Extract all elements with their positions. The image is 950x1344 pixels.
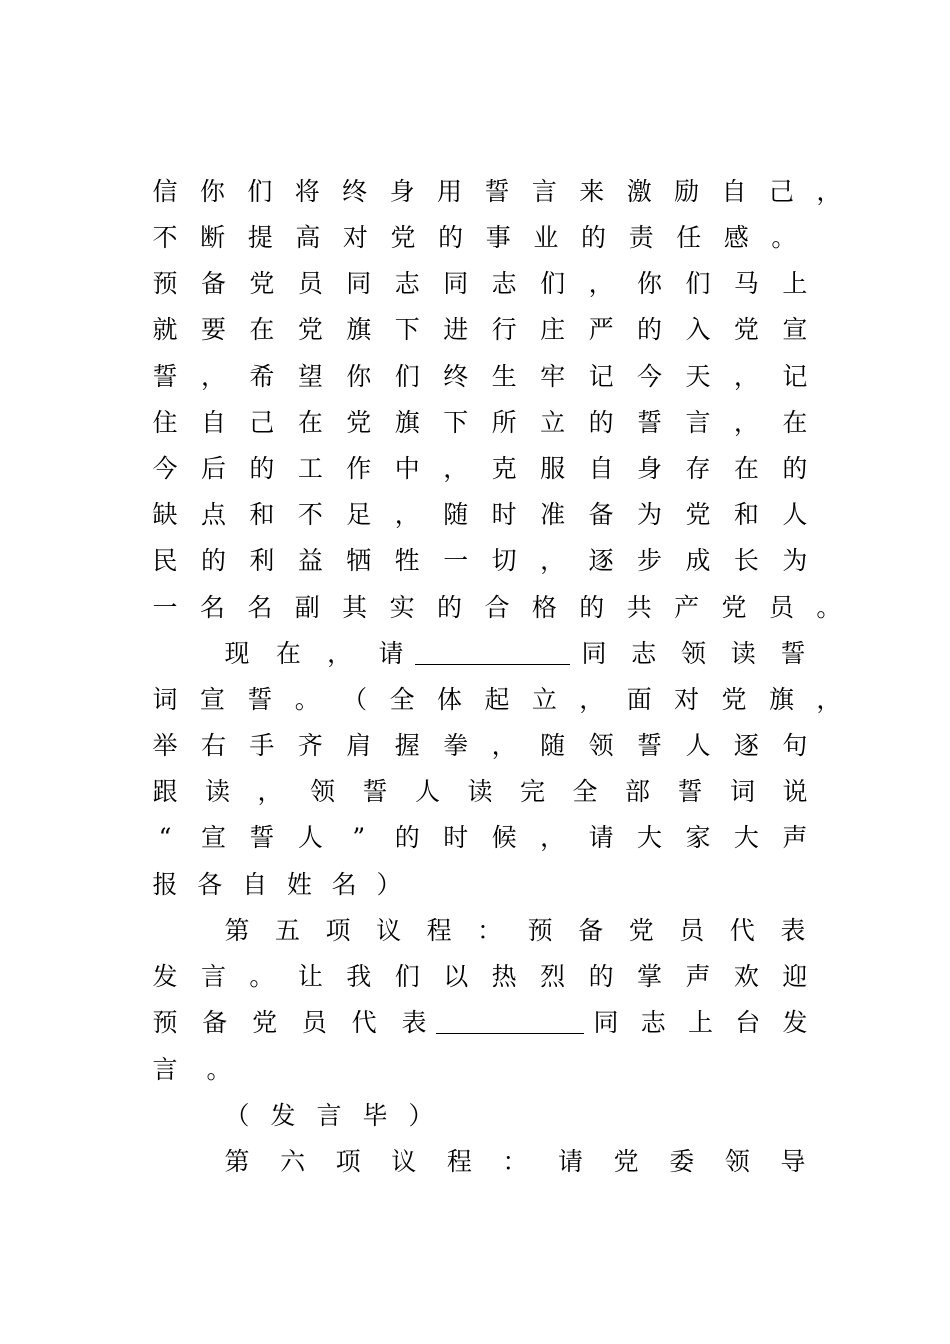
text-char: 准: [540, 500, 566, 529]
text-char: 的: [782, 454, 808, 483]
text-char: 员: [768, 593, 794, 622]
text-char: ”: [352, 823, 366, 852]
text-char: 党: [628, 916, 654, 945]
text-char: ：: [477, 916, 503, 945]
text-char: 同: [443, 269, 469, 298]
text-line-with-blank: [224, 634, 806, 674]
text-char: 在: [249, 315, 275, 344]
text-char: 备: [200, 269, 226, 298]
text-char: 中: [394, 454, 420, 483]
text-char: 五: [275, 916, 301, 945]
text-char: 手: [249, 731, 275, 760]
text-char: 肩: [346, 731, 372, 760]
text-char: 住: [152, 408, 178, 437]
text-char: 你: [346, 362, 372, 391]
text-char: 备: [588, 500, 614, 529]
text-char: 逐: [733, 731, 759, 760]
text-char: 们: [394, 362, 420, 391]
text-char: 行: [491, 315, 517, 344]
text-char: 对: [674, 685, 700, 714]
text-char: 你: [637, 269, 663, 298]
text-char: 们: [247, 177, 273, 206]
fill-in-blank: [436, 1007, 584, 1034]
text-char: 切: [491, 546, 517, 575]
text-char: 誓: [637, 731, 663, 760]
text-segment: [224, 634, 404, 674]
text-char: 上: [687, 1008, 713, 1037]
text-char: ，: [579, 685, 605, 714]
text-char: 志: [394, 269, 420, 298]
text-char: 益: [297, 546, 323, 575]
text-char: 声: [782, 823, 808, 852]
text-char: 党: [721, 593, 747, 622]
text-char: 员: [301, 1008, 327, 1037]
text-char: 员: [679, 916, 705, 945]
text-char: 大: [733, 823, 759, 852]
text-char: 跟: [152, 777, 178, 806]
text-char: 业: [533, 223, 559, 252]
text-char: 誓: [637, 408, 663, 437]
text-char: 我: [346, 962, 372, 991]
text-char: 的: [588, 408, 614, 437]
text-char: 一: [443, 546, 469, 575]
text-char: 缺: [152, 500, 178, 529]
text-char: 记: [782, 362, 808, 391]
text-char: 党: [721, 685, 747, 714]
text-char: 毕: [362, 1101, 388, 1130]
text-char: 自: [242, 870, 268, 899]
text-char: 生: [491, 362, 517, 391]
text-char: 马: [733, 269, 759, 298]
text-char: 后: [200, 454, 226, 483]
text-char: 誓: [780, 639, 806, 668]
text-char: 下: [443, 408, 469, 437]
text-char: 党: [249, 269, 275, 298]
text-char: 为: [637, 500, 663, 529]
text-char: 誓: [247, 685, 273, 714]
text-char: 不: [152, 223, 178, 252]
text-char: 时: [443, 823, 469, 852]
text-char: ）: [376, 870, 402, 899]
text-char: ：: [502, 1147, 528, 1176]
text-char: 的: [438, 223, 464, 252]
text-char: 名: [247, 593, 273, 622]
text-char: 民: [152, 546, 178, 575]
text-char: “: [158, 823, 172, 852]
text-char: 入: [685, 315, 711, 344]
text-char: 姓: [286, 870, 312, 899]
text-char: 请: [558, 1147, 584, 1176]
text-char: 右: [200, 731, 226, 760]
text-line: [152, 310, 808, 350]
text-char: 下: [394, 315, 420, 344]
text-char: 同: [581, 639, 607, 668]
text-char: 誓: [152, 362, 178, 391]
text-char: 作: [346, 454, 372, 483]
text-char: 让: [297, 962, 323, 991]
text-char: 和: [249, 500, 275, 529]
text-char: 的: [579, 593, 605, 622]
text-char: 党: [390, 223, 416, 252]
text-char: 言: [200, 962, 226, 991]
text-char: 第: [224, 916, 250, 945]
text-char: 身: [637, 454, 663, 483]
text-char: 时: [491, 500, 517, 529]
text-char: 名: [199, 593, 225, 622]
text-line: [152, 218, 797, 258]
text-char: 发: [782, 1008, 808, 1037]
text-char: 旗: [768, 685, 794, 714]
text-char: 随: [540, 731, 566, 760]
text-line: [152, 495, 808, 535]
text-char: 掌: [637, 962, 663, 991]
text-char: 在: [275, 639, 301, 668]
text-char: 握: [394, 731, 420, 760]
text-char: 在: [782, 408, 808, 437]
text-char: 严: [588, 315, 614, 344]
text-char: 议: [391, 1147, 417, 1176]
text-char: 克: [491, 454, 517, 483]
text-char: ，: [327, 639, 353, 668]
text-char: 为: [782, 546, 808, 575]
text-char: 成: [685, 546, 711, 575]
text-line: [152, 1050, 232, 1090]
text-line: [152, 818, 808, 858]
fill-in-blank: [415, 638, 570, 665]
text-char: 导: [780, 1147, 806, 1176]
text-char: 。: [771, 223, 797, 252]
text-char: 工: [297, 454, 323, 483]
text-segment: [152, 1003, 427, 1043]
text-char: 备: [202, 1008, 228, 1037]
text-char: 言: [531, 177, 557, 206]
text-char: ，: [816, 685, 842, 714]
text-char: 宣: [200, 823, 226, 852]
text-char: 名: [331, 870, 357, 899]
text-char: 党: [733, 315, 759, 344]
text-char: ，: [816, 177, 842, 206]
text-char: 党: [346, 408, 372, 437]
text-char: 身: [389, 177, 415, 206]
text-char: 读: [730, 639, 756, 668]
text-char: 委: [669, 1147, 695, 1176]
text-char: ，: [588, 269, 614, 298]
text-char: 人: [685, 731, 711, 760]
text-line-with-blank: [152, 1003, 808, 1043]
text-char: 激: [626, 177, 652, 206]
text-char: 己: [768, 177, 794, 206]
text-char: 体: [437, 685, 463, 714]
text-char: 用: [437, 177, 463, 206]
text-char: 要: [200, 315, 226, 344]
text-char: 励: [674, 177, 700, 206]
text-char: 请: [588, 823, 614, 852]
text-char: 就: [152, 315, 178, 344]
text-line: [224, 1142, 806, 1182]
text-char: 党: [613, 1147, 639, 1176]
text-char: ，: [540, 823, 566, 852]
text-char: 提: [247, 223, 273, 252]
text-char: 党: [252, 1008, 278, 1037]
text-char: 责: [628, 223, 654, 252]
text-char: （: [224, 1101, 250, 1130]
text-char: 上: [782, 269, 808, 298]
text-line: [224, 1096, 434, 1136]
text-char: 预: [527, 916, 553, 945]
text-char: 合: [484, 593, 510, 622]
text-line: [152, 449, 808, 489]
text-char: 第: [224, 1147, 250, 1176]
text-char: 实: [389, 593, 415, 622]
text-char: 不: [297, 500, 323, 529]
text-char: 言: [316, 1101, 342, 1130]
text-char: 领: [680, 639, 706, 668]
text-char: 。: [249, 962, 275, 991]
text-char: 自: [200, 408, 226, 437]
text-char: ）: [408, 1101, 434, 1130]
text-char: 程: [426, 916, 452, 945]
text-char: 们: [685, 269, 711, 298]
text-char: 和: [733, 500, 759, 529]
text-char: 将: [294, 177, 320, 206]
text-char: 宣: [199, 685, 225, 714]
text-char: 的: [249, 454, 275, 483]
text-char: 言: [152, 1055, 178, 1084]
text-line: [152, 772, 808, 812]
text-char: 终: [443, 362, 469, 391]
text-char: 的: [588, 962, 614, 991]
text-line: [152, 403, 808, 443]
text-char: 句: [782, 731, 808, 760]
text-char: 表: [401, 1008, 427, 1037]
text-char: 步: [637, 546, 663, 575]
text-char: 项: [325, 916, 351, 945]
text-char: 立: [540, 408, 566, 437]
text-char: 的: [437, 593, 463, 622]
text-char: 希: [249, 362, 275, 391]
text-char: 词: [152, 685, 178, 714]
text-char: 誓: [484, 177, 510, 206]
text-char: 自: [721, 177, 747, 206]
text-char: 同: [593, 1008, 619, 1037]
text-line: [152, 680, 842, 720]
text-char: 来: [579, 177, 605, 206]
text-char: 说: [782, 777, 808, 806]
text-char: 人: [782, 500, 808, 529]
text-char: 足: [346, 500, 372, 529]
text-char: 预: [152, 1008, 178, 1037]
text-char: 。: [206, 1055, 232, 1084]
text-char: 格: [531, 593, 557, 622]
text-char: 读: [204, 777, 230, 806]
text-char: 烈: [540, 962, 566, 991]
text-char: 齐: [297, 731, 323, 760]
text-char: 党: [685, 500, 711, 529]
text-char: 。: [816, 593, 842, 622]
text-char: ，: [733, 362, 759, 391]
text-char: 大: [637, 823, 663, 852]
text-char: 领: [309, 777, 335, 806]
text-char: 面: [626, 685, 652, 714]
text-char: 热: [491, 962, 517, 991]
text-char: 志: [491, 269, 517, 298]
text-char: 任: [676, 223, 702, 252]
text-char: 记: [588, 362, 614, 391]
text-char: 产: [674, 593, 700, 622]
text-char: 议: [376, 916, 402, 945]
text-char: 的: [637, 315, 663, 344]
text-char: 誓: [677, 777, 703, 806]
text-char: 副: [294, 593, 320, 622]
text-char: 庄: [540, 315, 566, 344]
text-char: 们: [540, 269, 566, 298]
text-char: ，: [394, 500, 420, 529]
text-char: 信: [152, 177, 178, 206]
text-line: [224, 911, 806, 951]
text-char: 六: [280, 1147, 306, 1176]
text-char: 请: [378, 639, 404, 668]
text-char: ，: [733, 408, 759, 437]
text-char: 领: [724, 1147, 750, 1176]
text-line: [152, 357, 808, 397]
text-char: 举: [152, 731, 178, 760]
text-char: 词: [729, 777, 755, 806]
text-line: [152, 541, 808, 581]
text-char: 领: [588, 731, 614, 760]
text-char: 发: [152, 962, 178, 991]
text-char: 预: [152, 269, 178, 298]
text-char: 部: [624, 777, 650, 806]
text-char: 望: [297, 362, 323, 391]
text-char: 发: [270, 1101, 296, 1130]
text-char: 己: [249, 408, 275, 437]
text-char: 代: [351, 1008, 377, 1037]
text-char: 对: [342, 223, 368, 252]
text-char: 人: [414, 777, 440, 806]
text-line: [152, 588, 842, 628]
text-char: 长: [733, 546, 759, 575]
text-line: [152, 726, 808, 766]
text-char: 其: [342, 593, 368, 622]
text-char: 在: [297, 408, 323, 437]
text-char: 员: [297, 269, 323, 298]
text-char: 天: [685, 362, 711, 391]
text-char: 们: [394, 962, 420, 991]
text-char: 宣: [782, 315, 808, 344]
text-char: 志: [631, 639, 657, 668]
text-char: 高: [295, 223, 321, 252]
text-char: 旗: [394, 408, 420, 437]
text-char: 现: [224, 639, 250, 668]
text-char: 起: [484, 685, 510, 714]
text-char: 你: [199, 177, 225, 206]
text-segment: [581, 634, 806, 674]
text-char: 一: [152, 593, 178, 622]
text-char: 点: [200, 500, 226, 529]
text-char: 事: [485, 223, 511, 252]
text-char: （: [342, 685, 368, 714]
text-char: 共: [626, 593, 652, 622]
text-char: ，: [540, 546, 566, 575]
text-char: 声: [685, 962, 711, 991]
text-char: 代: [729, 916, 755, 945]
text-char: 以: [443, 962, 469, 991]
text-char: 全: [389, 685, 415, 714]
text-char: 断: [200, 223, 226, 252]
text-char: 的: [200, 546, 226, 575]
text-char: 读: [467, 777, 493, 806]
text-char: 在: [733, 454, 759, 483]
text-char: 党: [297, 315, 323, 344]
text-char: 自: [588, 454, 614, 483]
text-char: 候: [491, 823, 517, 852]
text-line: [152, 865, 402, 905]
text-char: 报: [152, 870, 178, 899]
text-char: 备: [578, 916, 604, 945]
text-char: 所: [491, 408, 517, 437]
text-char: 。: [294, 685, 320, 714]
text-char: 进: [443, 315, 469, 344]
text-char: 人: [297, 823, 323, 852]
text-char: 志: [640, 1008, 666, 1037]
text-line: [152, 172, 842, 212]
text-char: 誓: [249, 823, 275, 852]
text-char: 利: [249, 546, 275, 575]
text-char: 各: [197, 870, 223, 899]
text-char: 项: [335, 1147, 361, 1176]
text-char: 的: [394, 823, 420, 852]
text-char: ，: [257, 777, 283, 806]
text-char: 同: [346, 269, 372, 298]
text-char: 逐: [588, 546, 614, 575]
text-char: 誓: [362, 777, 388, 806]
text-char: 牺: [346, 546, 372, 575]
text-char: 完: [519, 777, 545, 806]
text-char: 拳: [443, 731, 469, 760]
text-segment: [593, 1003, 808, 1043]
text-char: 程: [446, 1147, 472, 1176]
text-line: [152, 957, 808, 997]
text-char: 服: [540, 454, 566, 483]
text-char: ，: [491, 731, 517, 760]
text-char: 欢: [733, 962, 759, 991]
text-char: ，: [443, 454, 469, 483]
text-char: 的: [580, 223, 606, 252]
text-char: 迎: [782, 962, 808, 991]
text-char: 今: [637, 362, 663, 391]
text-char: 全: [572, 777, 598, 806]
text-char: 牢: [540, 362, 566, 391]
text-char: 台: [735, 1008, 761, 1037]
text-line: [152, 264, 808, 304]
text-char: 牲: [394, 546, 420, 575]
text-char: 存: [685, 454, 711, 483]
text-char: 表: [780, 916, 806, 945]
text-char: 立: [531, 685, 557, 714]
text-char: 言: [685, 408, 711, 437]
text-char: 感: [723, 223, 749, 252]
text-char: ，: [200, 362, 226, 391]
text-char: 随: [443, 500, 469, 529]
text-char: 终: [342, 177, 368, 206]
text-char: 旗: [346, 315, 372, 344]
text-char: 家: [685, 823, 711, 852]
text-char: 今: [152, 454, 178, 483]
